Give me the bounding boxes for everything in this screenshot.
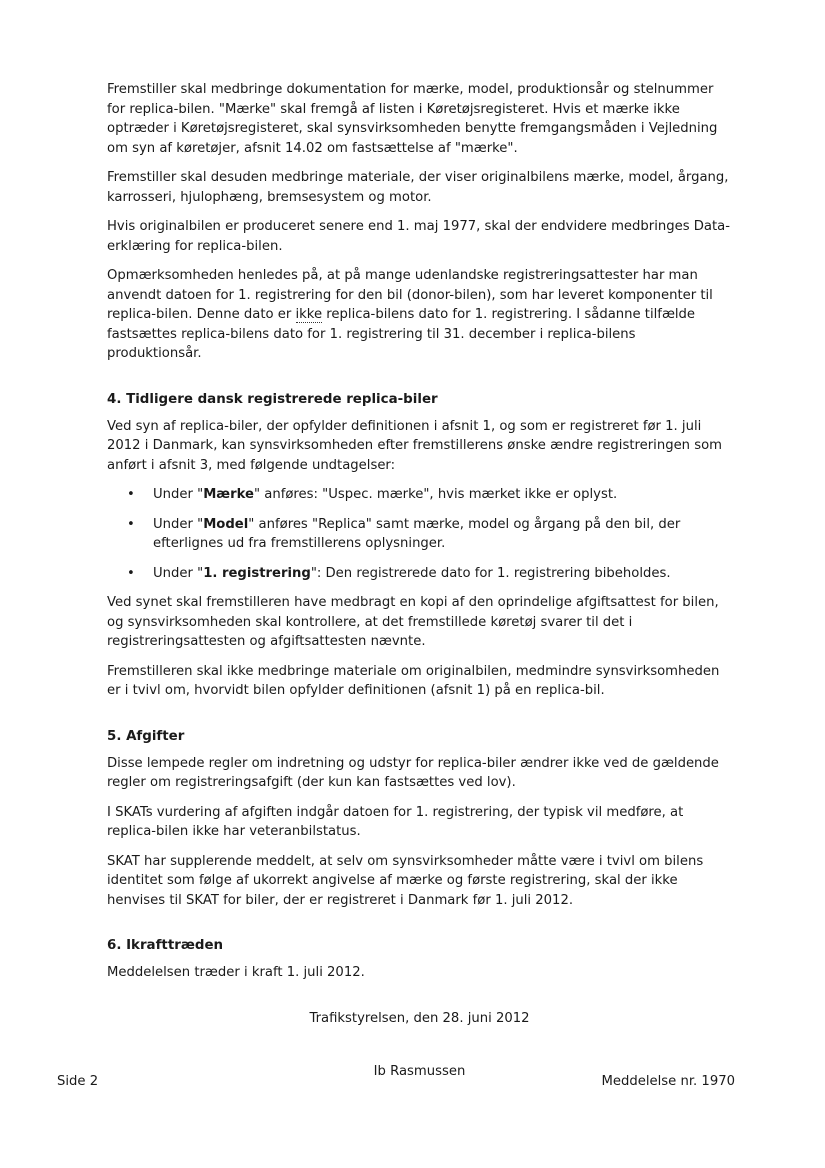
list-item-bold: Model [203, 516, 249, 532]
intro-p4-part-b: replica-bilens dato for 1. registrering. I sådanne tilfælde fastsættes replica-bilens dato for 1. registrering til 31. december i replica-bilens produktionsår. [107, 307, 696, 361]
footer-page-number: Side 2 [57, 1074, 99, 1089]
list-item-text: " anføres "Replica" samt mærke, model og årgang på den bil, der efterlignes ud fra fremstillerens oplysninger. [153, 516, 681, 551]
section-6-heading: 6. Ikrafttræden [107, 938, 224, 953]
list-item-bold: Mærke [203, 487, 254, 502]
list-item [107, 485, 732, 505]
list-item-text: Under " [153, 516, 204, 532]
section-4-paragraph-1: Ved syn af replica-biler, der opfylder definitionen i afsnit 1, og som er registreret før 1. juli 2012 i Danmark, kan synsvirksomheden efter fremstillerens ønske ændre registreringen som anført i afsnit 3, med følgende undtagelser: [107, 418, 723, 473]
intro-paragraph-1: Fremstiller skal medbringe dokumentation for mærke, model, produktionsår og stelnummer for replica-bilen. "Mærke" skal fremgå af listen i Køretøjsregisteret. Hvis et mærke ikke optræder i Køretøjsregisteret, skal synsvirksomheden benytte fremgangsmåden i Vejledning om syn af køretøjer, afsnit 14.02 om fastsættelse af "mærke". [107, 82, 718, 156]
section-4-exceptions-list [107, 485, 732, 583]
document-body [107, 80, 732, 1082]
list-item-bold: 1. registrering [203, 565, 311, 581]
intro-p4-ikke: ikke [295, 307, 323, 322]
section-5-paragraph-2: I SKATs vurdering af afgiften indgår datoen for 1. registrering, der typisk vil medføre, at replica-bilen ikke har veteranbilstatus. [107, 804, 684, 839]
bullet: • [127, 516, 135, 532]
section-4-paragraph-2: Ved synet skal fremstilleren have medbragt en kopi af den oprindelige afgiftsattest for bilen, og synsvirksomheden skal kontrollere, at det fremstillede køretøj svarer til det i registreringsattesten og afgiftsattesten nævnte. [107, 595, 719, 649]
intro-paragraph-3: Hvis originalbilen er produceret senere end 1. maj 1977, skal der endvidere medbringes Data-erklæring for replica-bilen. [107, 219, 731, 254]
bullet: • [127, 565, 135, 581]
list-item-text: " anføres: "Uspec. mærke", hvis mærket ikke er oplyst. [254, 487, 618, 502]
list-item-text: Under " [153, 565, 204, 581]
list-item-text: ": Den registrerede dato for 1. registrering bibeholdes. [310, 565, 671, 581]
section-4-paragraph-3: Fremstilleren skal ikke medbringe materiale om originalbilen, medmindre synsvirksomheden er i tvivl om, hvorvidt bilen opfylder definitionen (afsnit 1) på en replica-bil. [107, 663, 720, 698]
list-item-text: Under " [153, 487, 204, 502]
section-4-heading: 4. Tidligere dansk registrerede replica-biler [107, 391, 438, 407]
footer-document-number: Meddelelse nr. 1970 [601, 1074, 735, 1089]
list-item [107, 564, 732, 584]
section-5-paragraph-3: SKAT har supplerende meddelt, at selv om synsvirksomheder måtte være i tvivl om bilens identitet som følge af ukorrekt angivelse af mærke og første registrering, skal der ikke henvises til SKAT for biler, der er registreret i Danmark før 1. juli 2012. [107, 853, 704, 908]
signature-name: Ib Rasmussen [373, 1064, 466, 1079]
section-6-paragraph-1: Meddelelsen træder i kraft 1. juli 2012. [107, 965, 365, 980]
bullet: • [127, 487, 135, 502]
intro-paragraph-2: Fremstiller skal desuden medbringe materiale, der viser originalbilens mærke, model, årgang, karrosseri, hjulophæng, bremsesystem og motor. [107, 170, 729, 205]
intro-p4-part-a: Opmærksomheden henledes på, at på mange udenlandske registreringsattester har man anvendt datoen for 1. registrering for den bil (donor-bilen), som har leveret komponenter til replica-bilen. Denne dato er [107, 268, 713, 322]
signature-place-date: Trafikstyrelsen, den 28. juni 2012 [309, 1010, 530, 1026]
section-5-heading: 5. Afgifter [107, 728, 185, 744]
list-item [107, 515, 732, 554]
section-5-paragraph-1: Disse lempede regler om indretning og udstyr for replica-biler ændrer ikke ved de gældende regler om registreringsafgift (der kun kan fastsættes ved lov). [107, 755, 719, 790]
intro-paragraph-4 [107, 266, 732, 364]
